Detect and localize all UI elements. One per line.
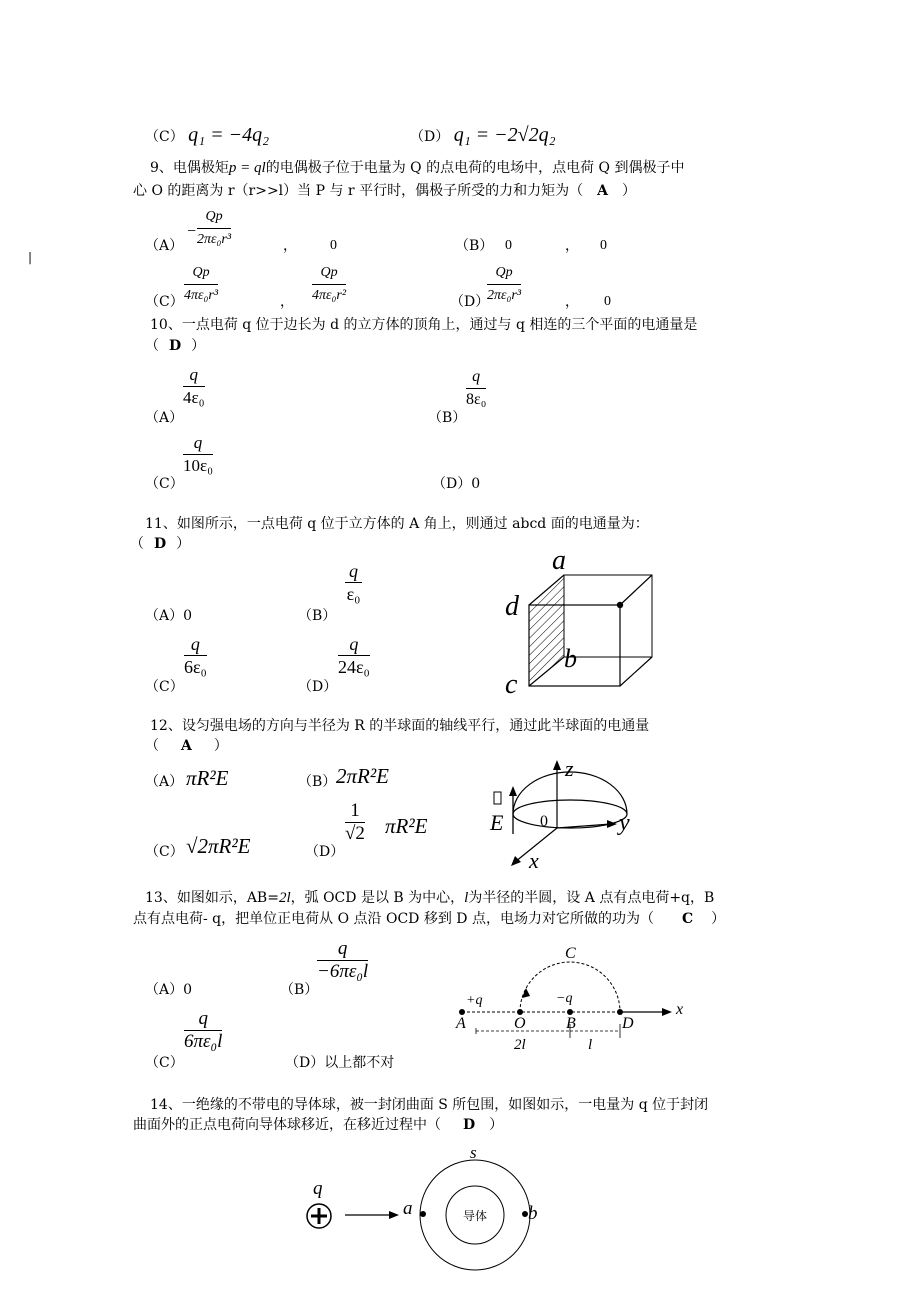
q9-option-c-sep: ， [280, 294, 294, 310]
q14-label-b: b [528, 1203, 538, 1224]
q13-label-c: C [565, 945, 576, 962]
q9-option-b-sep: ， [565, 238, 579, 254]
q13-label-d: D [622, 1015, 634, 1032]
q10-option-c-num: q [183, 432, 213, 455]
q13-stem-post: 为半径的半圆，设 A 点有点电荷+q，B [468, 890, 715, 906]
q12-option-d-fraction [345, 800, 365, 845]
q13-option-a: （A）0 [145, 982, 193, 998]
q11-option-b-fraction [345, 560, 362, 605]
q9-option-a-torque: 0 [330, 238, 337, 253]
q11-option-b-den: ε₀ [346, 584, 361, 604]
q9-option-c-num: Qp [184, 262, 218, 285]
q10-option-c-fraction [183, 432, 213, 477]
q11-point-charge [617, 602, 623, 608]
q12-axis-x: x [529, 848, 539, 872]
q13-dist-l: l [588, 1037, 593, 1053]
q12-answer: A [181, 738, 192, 754]
q13-stem-line2-text: 点有点电荷- q，把单位正电荷从 O 点沿 OCD 移到 D 点，电场力对它所做的功为（ [133, 911, 654, 927]
q9-option-b-label: （B） [455, 238, 494, 254]
q11-stem-line1: 11、如图所示，一点电荷 q 位于立方体的 A 角上，则通过 abcd 面的电通量为： [145, 516, 649, 532]
q8-option-d-expr: q₁ = −2√2q₂ [453, 124, 556, 146]
q10-stem-line1: 10、一点电荷 q 位于边长为 d 的立方体的顶角上，通过与 q 相连的三个平面的电通量是 [150, 317, 698, 333]
q12-option-a-label: （A） [145, 774, 184, 790]
q8-option-d-label: （D） [410, 129, 450, 145]
q11-label-d: d [505, 591, 519, 622]
q13-option-d: （D）以上都不对 [285, 1055, 395, 1071]
q14-answer: D [463, 1117, 476, 1133]
q13-ab-length: 2l [278, 890, 291, 906]
q10-option-a-den: 4ε₀ [183, 388, 205, 407]
q13-option-c-label: （C） [145, 1055, 184, 1071]
q9-option-d-label: （D） [450, 294, 490, 310]
q13-stem-line1 [145, 888, 714, 908]
q8-option-c [145, 125, 269, 147]
q10-option-a-label: （A） [145, 410, 184, 426]
q14-label-q: q [313, 1178, 323, 1199]
q9-stem-pre: 9、电偶极矩 [150, 160, 229, 176]
q14-label-a: a [403, 1198, 413, 1219]
q12-axis-y: y [619, 810, 630, 836]
q14-label-s: s [470, 1143, 477, 1162]
q11-stem-close: ） [176, 536, 191, 552]
q13-option-c-fraction [184, 1008, 222, 1053]
q9-answer: A [597, 183, 608, 199]
q11-stem-open: （ [130, 536, 144, 552]
q12-option-d-num: 1 [345, 800, 365, 823]
q11-option-c-den: 6ε₀ [184, 657, 207, 677]
q13-label-minus-q: −q [556, 991, 573, 1006]
q14-stem-line2-text: 曲面外的正点电荷向导体球移近，在移近过程中（ [133, 1117, 441, 1133]
q9-stem-close: ） [621, 183, 636, 199]
q9-option-a-sign: − [186, 223, 197, 240]
q9-stem-line1 [150, 158, 684, 178]
q12-stem-close: ） [213, 738, 228, 754]
q10-stem-line2 [145, 336, 205, 356]
q12-option-d-label: （D） [305, 844, 345, 860]
q10-stem-close: ） [191, 338, 206, 354]
q11-option-c-num: q [184, 633, 207, 656]
q10-option-c-den: 10ε₀ [183, 456, 214, 475]
q9-option-d-torque: 0 [604, 294, 611, 309]
q13-option-b-num: q [317, 938, 368, 961]
q12-origin: 0 [540, 813, 548, 830]
q13-label-o: O [514, 1015, 526, 1032]
q10-option-b-den: 8ε₀ [466, 391, 487, 408]
q9-option-c-fraction [184, 262, 218, 307]
q13-option-b-den: −6πε₀l [317, 961, 369, 982]
q11-label-a: a [552, 545, 566, 576]
q12-stem-line1: 12、设匀强电场的方向与半径为 R 的半球面的轴线平行，通过此半球面的电通量 [150, 718, 650, 734]
q13-radius: l [464, 890, 469, 906]
q11-stem-line2 [130, 534, 190, 554]
q9-option-d-sep: ， [565, 294, 579, 310]
q11-option-d-den: 24ε₀ [338, 657, 370, 677]
q10-option-b-fraction [466, 366, 486, 411]
q10-option-c-label: （C） [145, 476, 184, 492]
q14-ball-label: 导体 [462, 1209, 488, 1223]
q9-option-c-den2: 4πε₀r² [312, 288, 347, 303]
q11-answer: D [154, 536, 167, 552]
q8-option-c-expr: q₁ = −4q₂ [188, 124, 270, 146]
q9-option-d-den: 2πε₀r³ [487, 288, 522, 303]
q12-option-d-den: √2 [345, 823, 365, 844]
q11-label-c: c [505, 669, 518, 700]
q13-stem-mid: ，弧 OCD 是以 B 为中心， [290, 890, 465, 906]
q10-answer: D [169, 338, 182, 354]
q13-label-plus-q: +q [466, 993, 483, 1008]
q10-option-b-num: q [466, 366, 486, 389]
q13-label-x: x [676, 1001, 684, 1018]
q9-option-a-sep: ， [283, 238, 297, 254]
q11-option-b-label: （B） [298, 608, 337, 624]
q13-stem-close: ） [711, 911, 726, 927]
q9-option-d-num: Qp [487, 262, 521, 285]
q12-option-b-expr: 2πR²E [336, 764, 389, 788]
q12-option-d-tail: πR²E [385, 814, 428, 838]
q9-option-c-num2: Qp [312, 262, 346, 285]
q10-stem-open: （ [145, 338, 159, 354]
q10-option-a-num: q [183, 364, 205, 387]
q11-option-b-num: q [345, 560, 362, 583]
q11-cube-figure [495, 545, 670, 700]
q9-option-c-den: 4πε₀r³ [184, 288, 219, 303]
q13-option-c-den: 6πε₀l [184, 1031, 223, 1052]
q10-option-a-fraction [183, 364, 205, 409]
q13-answer: C [681, 911, 694, 927]
q13-stem-pre: 13、如图如示，AB= [145, 890, 279, 906]
q13-option-c-num: q [184, 1008, 222, 1031]
q11-option-d-fraction [338, 633, 370, 678]
q12-option-a-expr: πR²E [186, 766, 229, 790]
q11-option-d-label: （D） [298, 679, 338, 695]
q14-stem-line1: 14、一绝缘的不带电的导体球，被一封闭曲面 S 所包围，如图如示，一电量为 q 位于封闭 [150, 1097, 709, 1113]
q12-stem-open: （ [145, 738, 159, 754]
q11-hatched-face [529, 575, 564, 686]
q13-option-b-fraction [317, 938, 368, 983]
q13-label-b: B [566, 1015, 576, 1032]
q9-stem-line2 [133, 181, 636, 201]
q12-field-e: E [490, 810, 504, 835]
q9-option-d-fraction [487, 262, 521, 307]
q14-sphere-figure [295, 1142, 555, 1292]
q9-option-a-label: （A） [145, 238, 184, 254]
q14-stem-close: ） [489, 1117, 504, 1133]
q9-option-a-den: 2πε₀r³ [197, 232, 232, 247]
q9-stem-line2-text: 心 O 的距离为 r（r>>l）当 P 与 r 平行时，偶极子所受的力和力矩为（ [133, 183, 584, 199]
q9-stem-post: 的电偶极子位于电量为 Q 的点电荷的电场中，点电荷 Q 到偶极子中 [265, 160, 685, 176]
q14-stem-line2 [133, 1115, 503, 1135]
q13-label-a: A [456, 1015, 466, 1032]
q9-option-a-fraction [197, 206, 231, 251]
q13-semicircle-figure [448, 940, 698, 1055]
margin-mark: | [28, 250, 33, 264]
q11-option-c-fraction [184, 633, 207, 678]
q8-option-c-label: （C） [145, 129, 184, 145]
q9-option-b-force: 0 [505, 238, 512, 253]
q12-stem-line2 [145, 736, 228, 756]
q11-option-d-num: q [338, 633, 370, 656]
q9-option-c-fraction2 [312, 262, 346, 307]
q11-option-c-label: （C） [145, 679, 184, 695]
q9-dipole-moment-expr: p = ql [228, 160, 266, 176]
q12-axis-z: z [565, 756, 574, 781]
q9-option-b-torque: 0 [600, 238, 607, 253]
q12-option-c-expr: √2πR²E [186, 834, 251, 858]
q12-hemisphere-figure [485, 752, 645, 872]
q11-label-b: b [564, 644, 577, 673]
q10-option-d: （D）0 [432, 476, 481, 492]
q9-option-a-num: Qp [197, 206, 231, 229]
q13-stem-line2 [133, 909, 725, 929]
q9-option-c-label: （C） [145, 294, 184, 310]
q8-option-d [410, 125, 556, 147]
q12-option-c-label: （C） [145, 844, 184, 860]
q11-option-a: （A）0 [145, 608, 193, 624]
q13-dist-2l: 2l [514, 1037, 526, 1053]
q13-option-b-label: （B） [280, 982, 319, 998]
q12-option-b-label: （B） [298, 774, 337, 790]
q10-option-b-label: （B） [428, 410, 467, 426]
